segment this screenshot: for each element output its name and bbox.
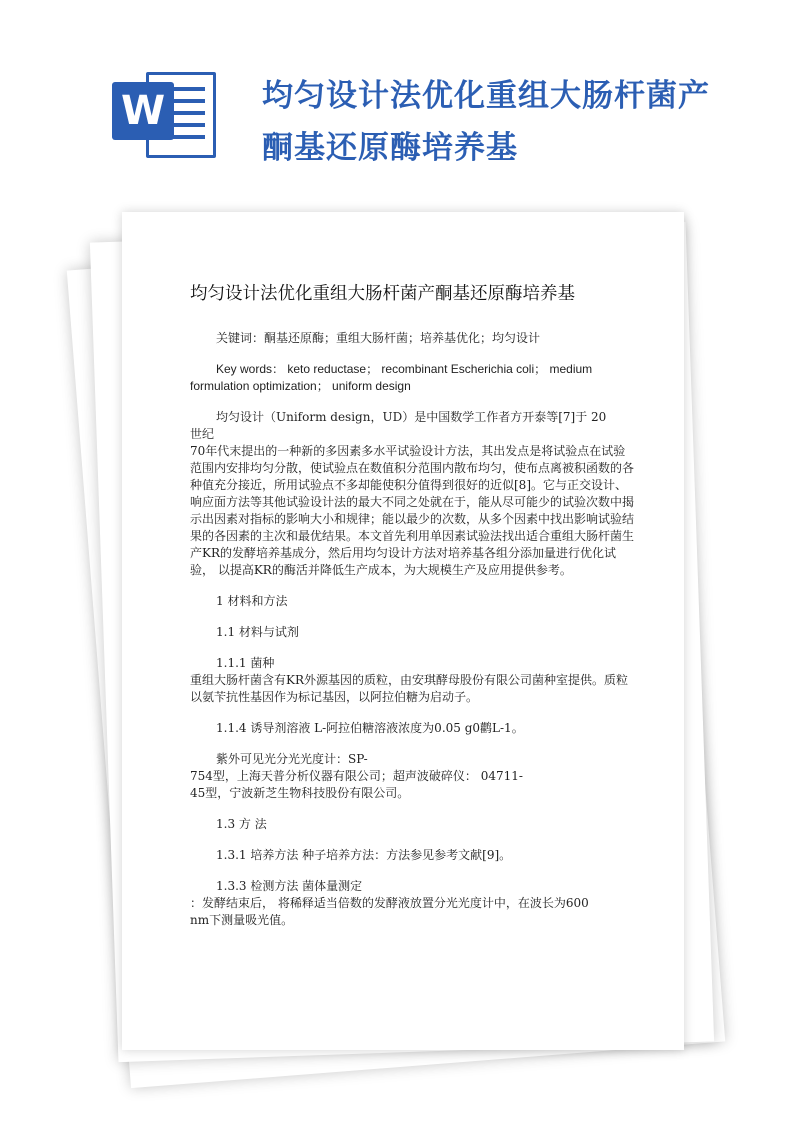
intro-line-1: 均匀设计（Uniform design，UD）是中国数学工作者方开泰等[7]于 20 [216,410,607,424]
intro-paragraph [190,409,636,579]
section-1-3-heading: 1.3 方 法 [216,817,267,831]
section-1-1-1-heading: 1.1.1 菌种 [216,656,275,670]
section-1-1-1-body: 重组大肠杆菌含有KR外源基因的质粒，由安琪酵母股份有限公司菌种室提供。质粒以氨苄抗性基因作为标记基因，以阿拉伯糖为启动子。 [190,673,629,704]
keywords-en-line-1: Key words： keto reductase； recombinant Escherichia coli； medium [216,362,593,376]
equipment-line-1: 紫外可见光分光光度计：SP- [216,752,368,766]
document-title: 均匀设计法优化重组大肠杆菌产酮基还原酶培养基 [190,284,575,304]
section-1-3-3-body-1: ：发酵结束后， 将稀释适当倍数的发酵液放置分光光度计中，在波长为600 [190,896,589,910]
equipment-line-2: 754型，上海天普分析仪器有限公司；超声波破碎仪： 04711- [190,769,523,783]
section-1-3-3-heading: 1.3.3 检测方法 菌体量测定 [216,879,363,893]
section-1-1-4: 1.1.4 诱导剂溶液 L-阿拉伯糖溶液浓度为0.05 g0鹳L-1。 [216,721,524,735]
word-icon [112,62,212,158]
section-1-heading: 1 材料和方法 [216,594,288,608]
equipment-line-3: 45型，宁波新芝生物科技股份有限公司。 [190,786,410,800]
keywords-cn: 关键词：酮基还原酶；重组大肠杆菌；培养基优化；均匀设计 [216,331,541,345]
section-1-3-3-body-2: nm下测量吸光值。 [190,913,294,927]
word-logo-letter: W [112,82,174,140]
intro-body: 70年代末提出的一种新的多因素多水平试验设计方法，其出发点是将试验点在试验范围内安排均匀分散，使试验点在数值积分范围内散布均匀，使布点离被积函数的各种值充分接近，所用试验点不多却能使积分值得到很好的近似[8]。它与正交设计、响应面方法等其他试验设计法的最大不同之处就在于，能从尽可能少的试验次数中揭示出因素对指标的影响大小和规律；能以最少的次数，从多个因素中找出影响试验结果的各因素的主次和最优结果。本文首先利用单因素试验法找出适合重组大肠杆菌生产KR的发酵培养基成分，然后用均匀设计方法对培养基各组分添加量进行优化试验， 以提高KR的酶活并降低生产成本，为大规模生产及应用提供参考。 [190,444,635,577]
keywords-en [190,361,636,395]
document-content [190,280,636,943]
header-title: 均匀设计法优化重组大肠杆菌产酮基还原酶培养基 [262,78,710,166]
section-1-1-heading: 1.1 材料与试剂 [216,625,299,639]
section-1-1-1 [190,655,636,706]
intro-line-2: 世纪 [190,427,215,441]
equipment-paragraph [190,751,636,802]
section-1-3-3 [190,878,636,929]
keywords-en-line-2: formulation optimization； uniform design [190,379,411,393]
section-1-3-1: 1.3.1 培养方法 种子培养方法：方法参见参考文献[9]。 [216,848,512,862]
